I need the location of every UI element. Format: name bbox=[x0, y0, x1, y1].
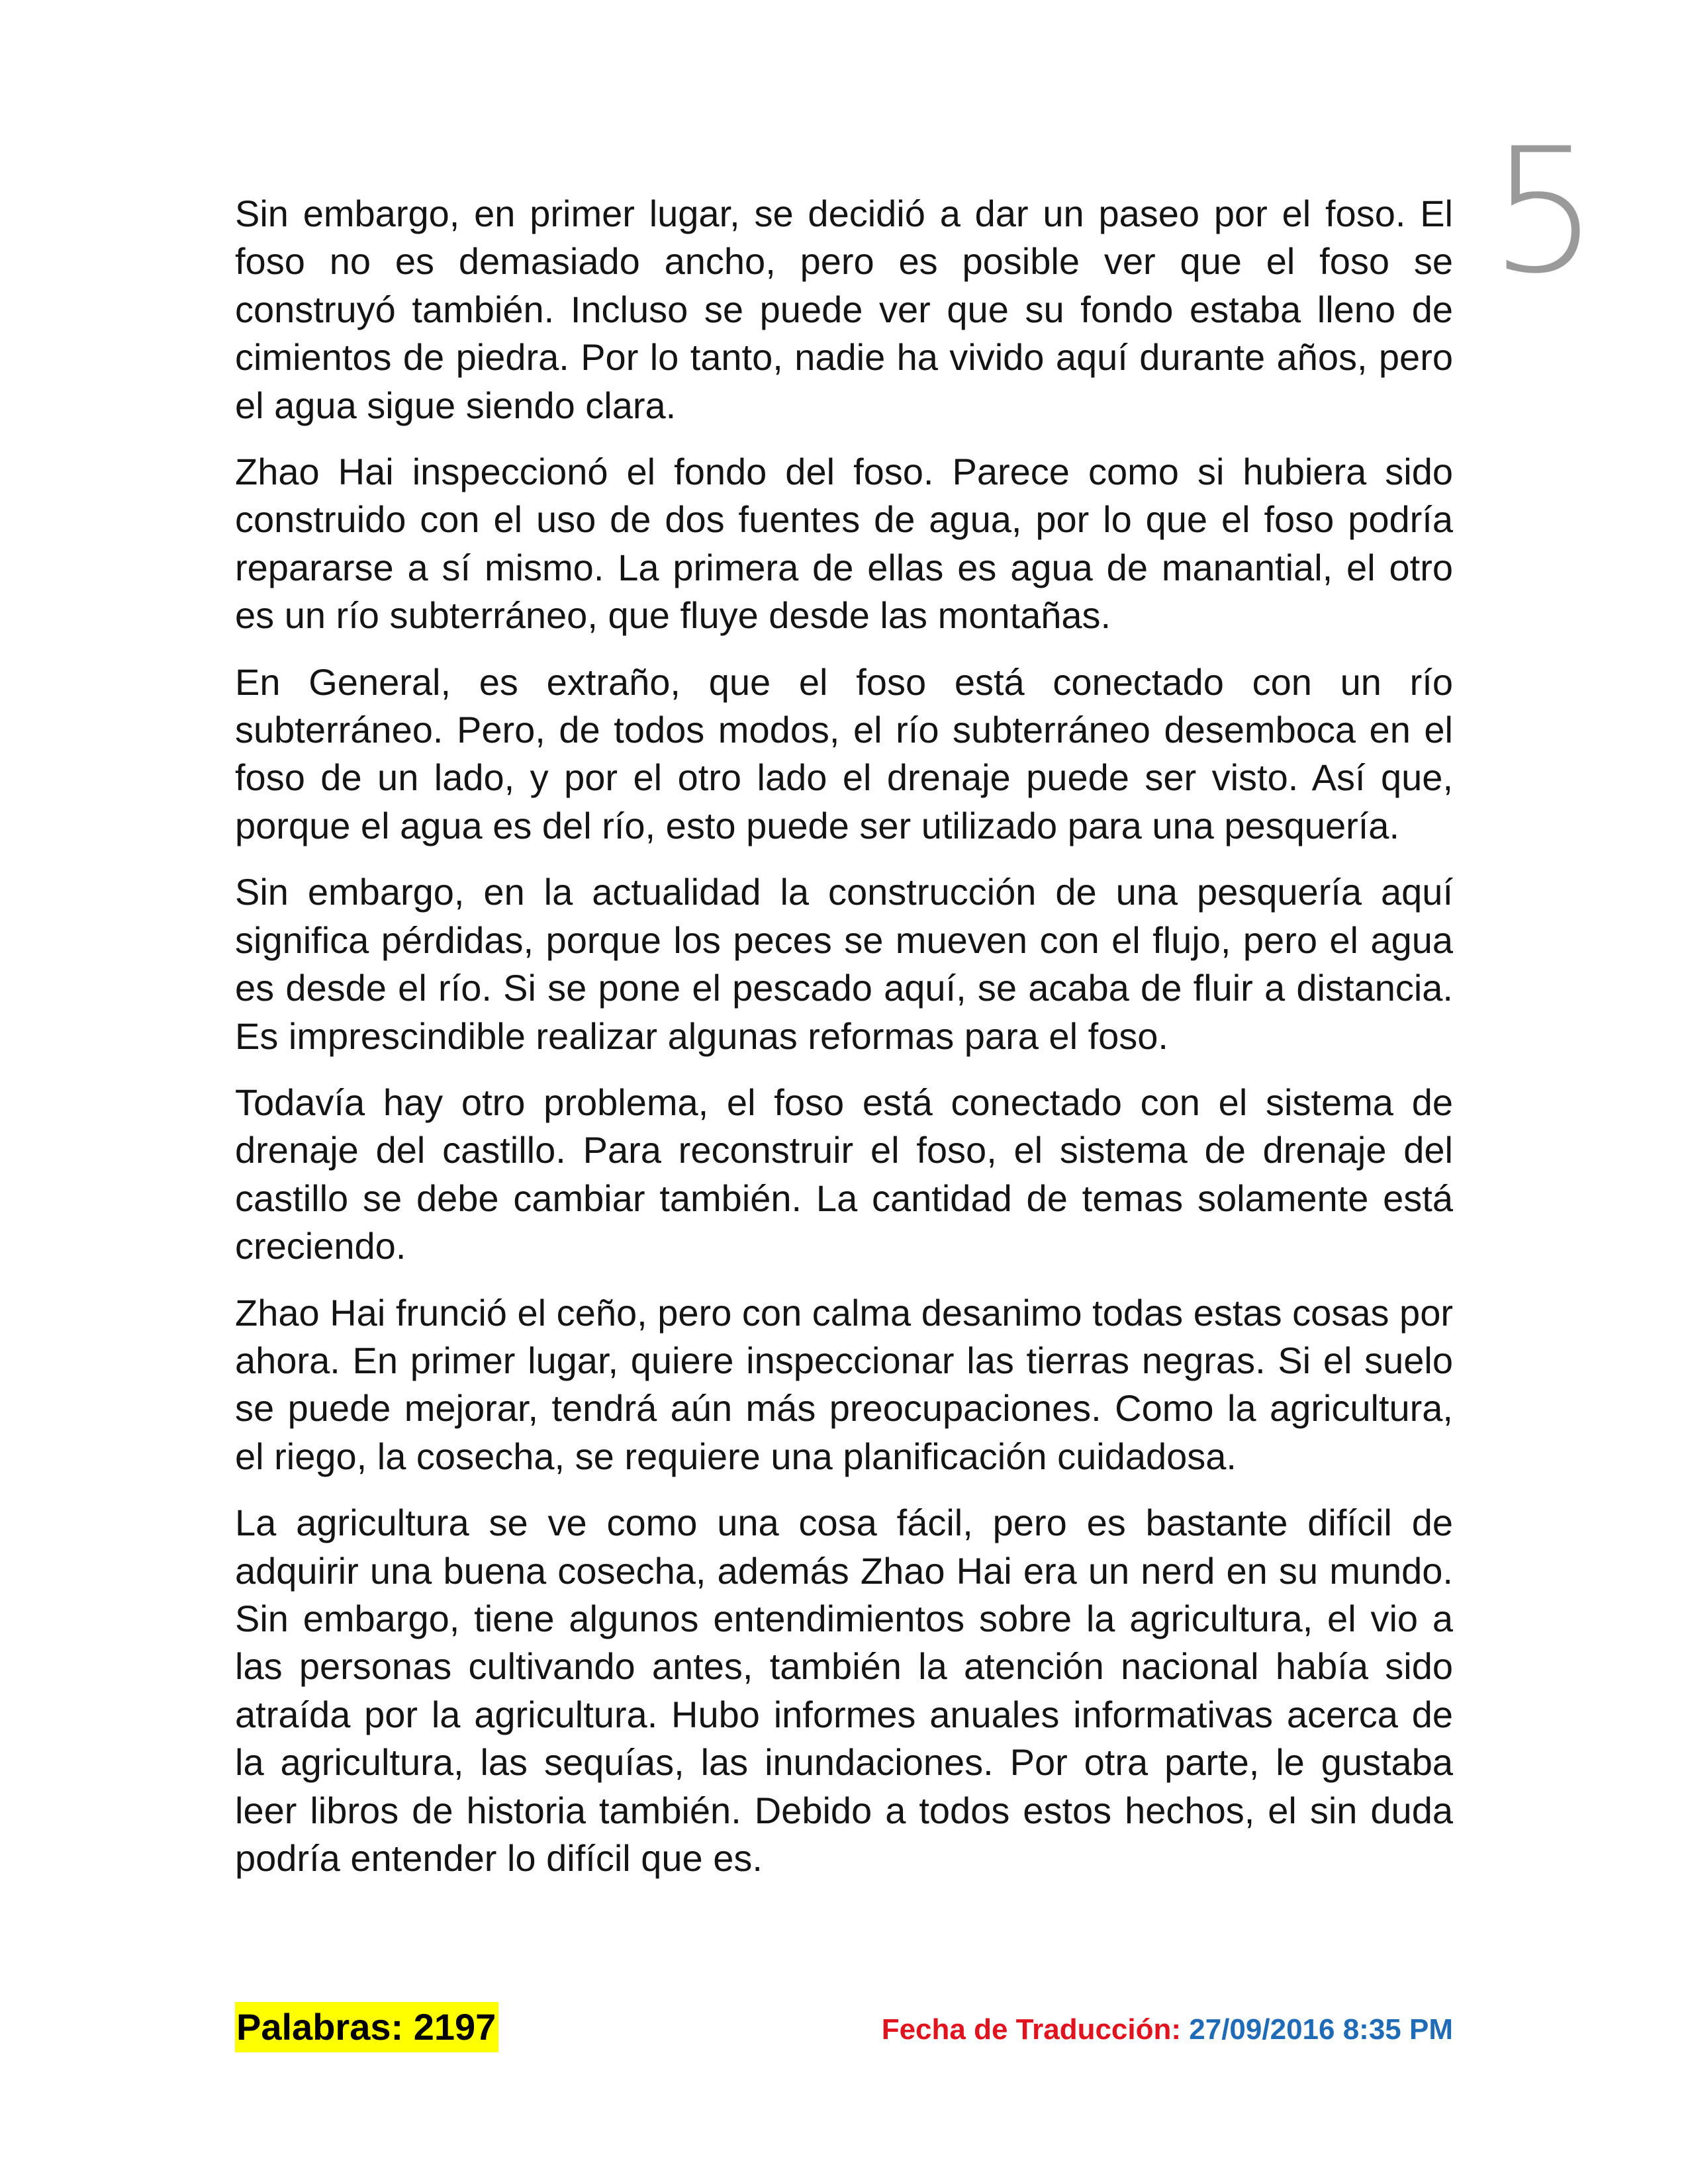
paragraph-2: Zhao Hai inspeccionó el fondo del foso. Parece como si hubiera sido construido con el uso de dos fuentes de agua, por lo que el foso podría repararse a sí mismo. La primera de ellas es agua de manantial, el otro es un río subterráneo, que fluye desde las montañas. bbox=[235, 451, 1453, 637]
body-text bbox=[235, 190, 1453, 1901]
translation-date-label: Fecha de Traducción: bbox=[881, 2013, 1190, 2046]
translation-date-value: 27/09/2016 8:35 PM bbox=[1189, 2013, 1453, 2046]
paragraph-6: Zhao Hai frunció el ceño, pero con calma desanimo todas estas cosas por ahora. En primer lugar, quiere inspeccionar las tierras negras. Si el suelo se puede mejorar, tendrá aún más preocupaciones. Como la agricultura, el riego, la cosecha, se requiere una planificación cuidadosa. bbox=[235, 1291, 1453, 1477]
paragraph-7: La agricultura se ve como una cosa fácil, pero es bastante difícil de adquirir una buena cosecha, además Zhao Hai era un nerd en su mundo. Sin embargo, tiene algunos entendimientos sobre la agricultura, el vio a las personas cultivando antes, también la atención nacional había sido atraída por la agricultura. Hubo informes anuales informativas acerca de la agricultura, las sequías, las inundaciones. Por otra parte, le gustaba leer libros de historia también. Debido a todos estos hechos, el sin duda podría entender lo difícil que es. bbox=[235, 1502, 1453, 1879]
page-footer bbox=[235, 2002, 1453, 2052]
translation-date bbox=[882, 2011, 1453, 2048]
paragraph-5: Todavía hay otro problema, el foso está conectado con el sistema de drenaje del castillo. Para reconstruir el foso, el sistema de drenaje del castillo se debe cambiar también. La cantidad de temas solamente está creciendo. bbox=[235, 1081, 1453, 1267]
page-number: 5 bbox=[1489, 112, 1599, 312]
paragraph-1: Sin embargo, en primer lugar, se decidió a dar un paseo por el foso. El foso no es demasiado ancho, pero es posible ver que el foso se construyó también. Incluso se puede ver que su fondo estaba lleno de cimientos de piedra. Por lo tanto, nadie ha vivido aquí durante años, pero el agua sigue siendo clara. bbox=[235, 193, 1453, 426]
paragraph-4: Sin embargo, en la actualidad la construcción de una pesquería aquí significa pérdidas, porque los peces se mueven con el flujo, pero el agua es desde el río. Si se pone el pescado aquí, se acaba de fluir a distancia. Es imprescindible realizar algunas reformas para el foso. bbox=[235, 871, 1453, 1057]
paragraph-3: En General, es extraño, que el foso está conectado con un río subterráneo. Pero, de todos modos, el río subterráneo desemboca en el foso de un lado, y por el otro lado el drenaje puede ser visto. Así que, porque el agua es del río, esto puede ser utilizado para una pesquería. bbox=[235, 660, 1453, 846]
word-count-badge: Palabras: 2197 bbox=[235, 2002, 498, 2052]
